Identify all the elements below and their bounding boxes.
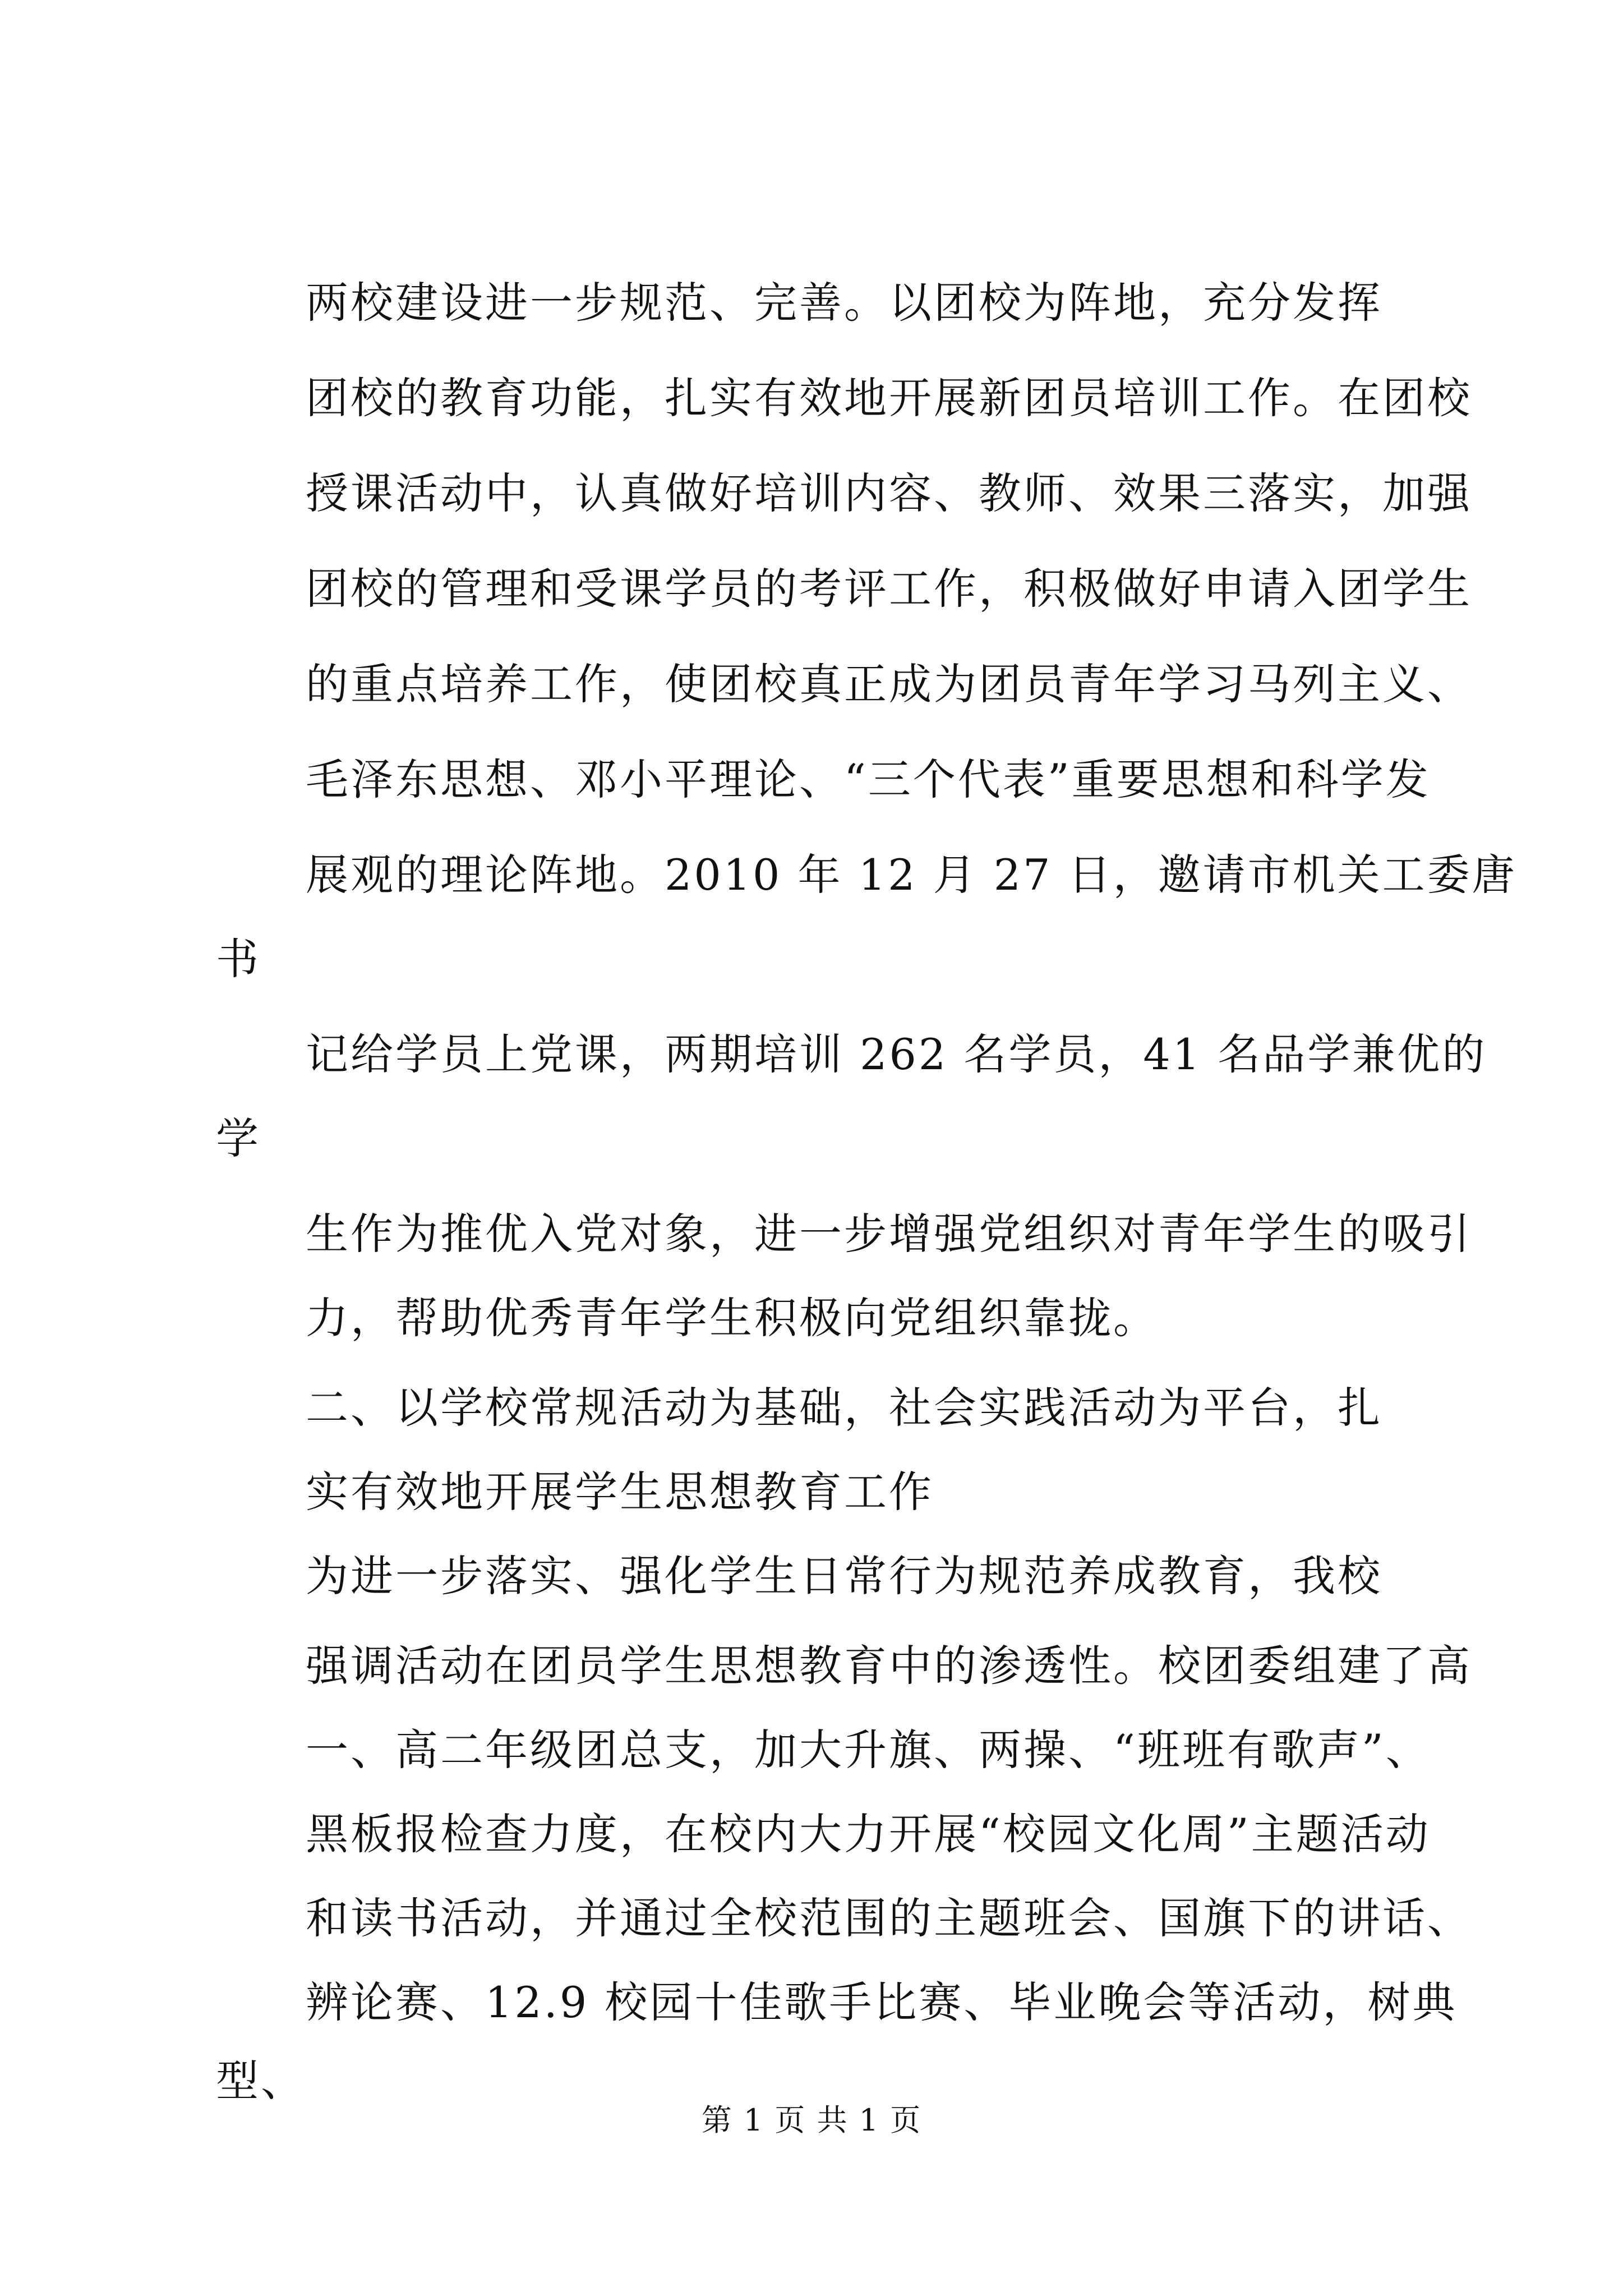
- body-line: 团校的教育功能，扎实有效地开展新团员培训工作。在团校: [306, 373, 1472, 423]
- body-line: 型、: [216, 2056, 306, 2106]
- body-line: 的重点培养工作，使团校真正成为团员青年学习马列主义、: [306, 659, 1472, 709]
- body-line: 展观的理论阵地。2010 年 12 月 27 日，邀请市机关工委唐: [306, 850, 1517, 900]
- body-line: 一、高二年级团总支，加大升旗、两操、“班班有歌声”、: [306, 1725, 1431, 1775]
- body-line: 书: [216, 934, 261, 984]
- body-line: 毛泽东思想、邓小平理论、“三个代表”重要思想和科学发: [306, 754, 1431, 804]
- body-line: 强调活动在团员学生思想教育中的渗透性。校团委组建了高: [306, 1641, 1472, 1691]
- body-line: 为进一步落实、强化学生日常行为规范养成教育，我校: [306, 1551, 1382, 1601]
- body-line: 辨论赛、12.9 校园十佳歌手比赛、毕业晚会等活动，树典: [306, 1977, 1458, 2027]
- body-line: 记给学员上党课，两期培训 262 名学员，41 名品学兼优的: [306, 1029, 1487, 1079]
- body-line: 两校建设进一步规范、完善。以团校为阵地，充分发挥: [306, 278, 1382, 328]
- body-line: 黑板报检查力度，在校内大力开展“校园文化周”主题活动: [306, 1809, 1431, 1859]
- body-line: 和读书活动，并通过全校范围的主题班会、国旗下的讲话、: [306, 1893, 1472, 1943]
- section-heading-line: 二、以学校常规活动为基础，社会实践活动为平台，扎: [306, 1383, 1382, 1433]
- body-line: 生作为推优入党对象，进一步增强党组织对青年学生的吸引: [306, 1209, 1472, 1259]
- body-line: 学: [216, 1114, 261, 1163]
- body-line: 授课活动中，认真做好培训内容、教师、效果三落实，加强: [306, 468, 1472, 518]
- body-line: 团校的管理和受课学员的考评工作，积极做好申请入团学生: [306, 564, 1472, 614]
- body-line: 力，帮助优秀青年学生积极向党组织靠拢。: [306, 1293, 1158, 1343]
- section-heading-line: 实有效地开展学生思想教育工作: [306, 1467, 934, 1517]
- page-number-footer: 第 1 页 共 1 页: [701, 2102, 922, 2138]
